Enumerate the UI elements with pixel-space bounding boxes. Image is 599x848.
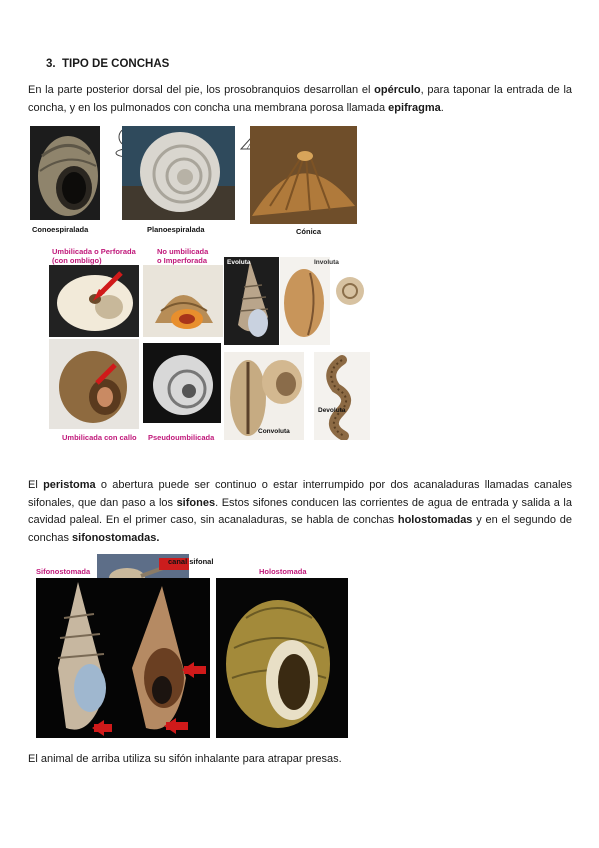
sifonostomada-image [36, 578, 210, 738]
section-number: 3. [46, 58, 56, 70]
caption-no-umbilicada-2: o Imperforada [157, 256, 208, 265]
caption-convoluta: Convoluta [258, 428, 290, 435]
caption-sifonostomada: Sifonostomada [36, 567, 91, 576]
bold-term: sifones [176, 496, 216, 509]
caption-umbilicada-2: (con ombligo) [52, 256, 102, 265]
holostomada-image [216, 578, 348, 738]
text: o abertura puede ser continuo o estar interrumpido por dos acanaladuras llamadas canales sifonales, que dan paso a los [28, 479, 573, 509]
text: En la parte posterior dorsal del pie, los prosobranquios desarrollan el [28, 84, 375, 96]
caption-devoluta: Devoluta [318, 407, 346, 414]
caption-canal-sifonal: canal sifonal [168, 557, 214, 566]
caption-involuta: Involuta [314, 259, 339, 266]
caption-evoluta: Evoluta [227, 259, 251, 266]
text: . Estos sifones conducen las corrientes de agua de entrada y salida a la cavidad paleal. En el primer caso, sin acanaladuras, se habla de conchas [28, 496, 572, 526]
caption-umbilicada-1: Umbilicada o Perforada [52, 247, 136, 256]
bold-term: peristoma [43, 479, 96, 491]
bold-term: sifonostomadas. [72, 531, 160, 544]
text: , para taponar la entrada de la concha, y en los pulmonados con concha una membrana porosa llamada [28, 84, 573, 114]
caption-pseudoumbilicada: Pseudoumbilicada [148, 433, 215, 442]
text: . [440, 101, 444, 114]
bold-term: epifragma [388, 101, 441, 114]
caption-conica: Cónica [296, 227, 322, 236]
caption-no-umbilicada-1: No umbilicada [157, 247, 209, 256]
bold-term: holostomadas [397, 514, 473, 526]
bold-term: opérculo [374, 84, 421, 96]
paragraph-sifon-inhalante: El animal de arriba utiliza su sifón inhalante para atrapar presas. [28, 753, 342, 765]
caption-umbilicada-callo: Umbilicada con callo [62, 433, 137, 442]
text: El [28, 479, 44, 491]
caption-planoespiralada: Planoespiralada [147, 225, 205, 234]
caption-holostomada: Holostomada [259, 567, 307, 576]
text: y en el segundo de conchas [28, 514, 572, 544]
caption-conoespiralada: Conoespiralada [32, 225, 89, 234]
section-title: TIPO DE CONCHAS [61, 58, 170, 70]
